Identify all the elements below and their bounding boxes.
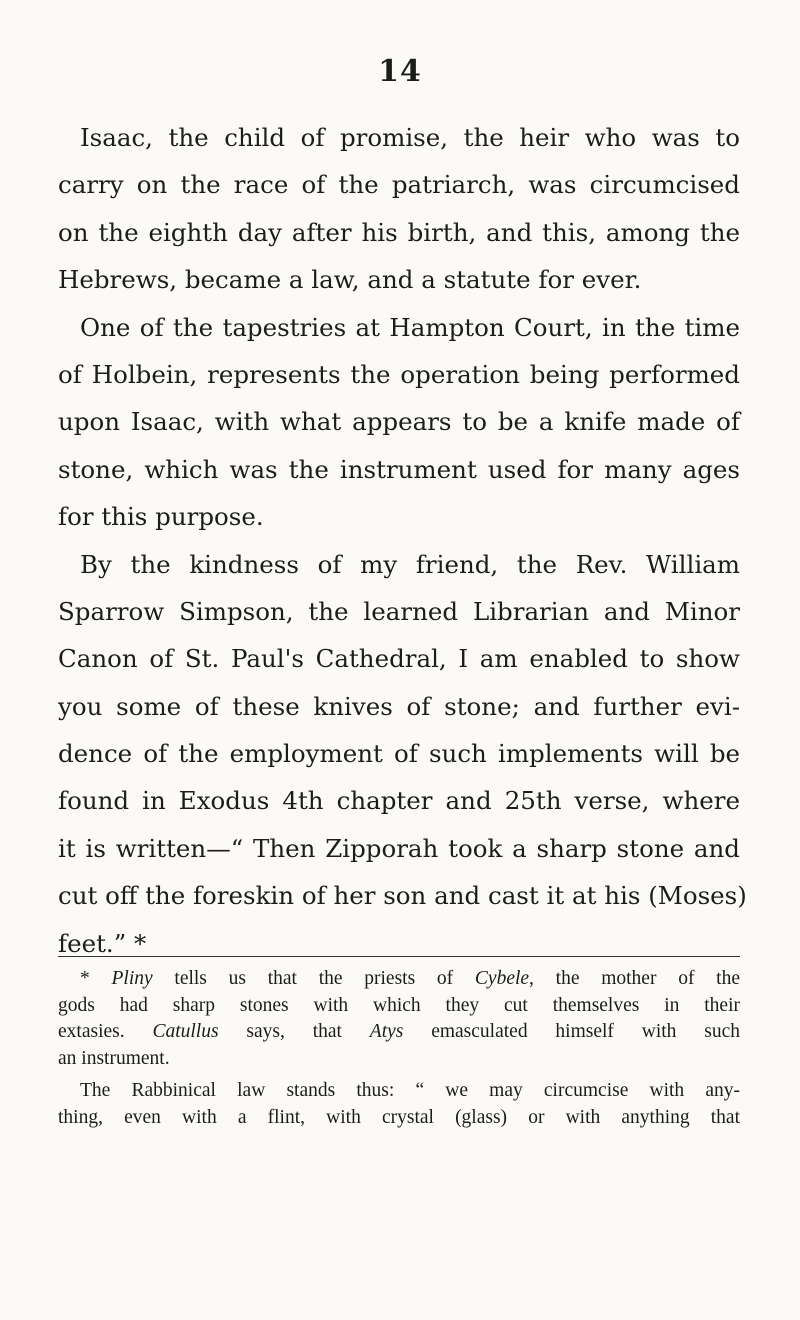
text-line: of Holbein, represents the operation being performed (58, 359, 740, 389)
footnote-line (58, 966, 740, 993)
text-line: you some of these knives of stone; and further evi- (58, 691, 740, 721)
text-line: Hebrews, became a law, and a statute for ever. (58, 265, 642, 295)
footnote-text: extasies. (58, 1021, 153, 1042)
text-line: dence of the employment of such implements will be (58, 739, 740, 769)
text-line: By the kindness of my friend, the Rev. William (80, 549, 740, 579)
footnote-text: emasculated himself with such (403, 1021, 740, 1042)
footnote-line: thing, even with a flint, with crystal (glass) or with anything that (58, 1106, 740, 1128)
footnote-text: , the mother of the (529, 968, 741, 989)
footnote-text: says, that (218, 1021, 370, 1042)
text-line: on the eighth day after his birth, and this, among the (58, 217, 740, 247)
text-line: One of the tapestries at Hampton Court, in the time (80, 312, 740, 342)
footnote-divider (58, 956, 740, 957)
footnote-text: tells us that the priests of (152, 968, 475, 989)
text-line: Canon of St. Paul's Cathedral, I am enabled to show (58, 644, 740, 674)
text-line: Sparrow Simpson, the learned Librarian and Minor (58, 596, 740, 626)
text-line: it is written—“ Then Zipporah took a sharp stone and (58, 833, 740, 863)
footnote-line: gods had sharp stones with which they cut themselves in their (58, 994, 740, 1016)
footnote-line (58, 1019, 740, 1046)
text-line: upon Isaac, with what appears to be a knife made of (58, 407, 740, 437)
text-line: Isaac, the child of promise, the heir who was to (80, 123, 740, 152)
footnote-line: The Rabbinical law stands thus: “ we may circumcise with any- (80, 1080, 740, 1101)
text-line: for this purpose. (58, 502, 264, 532)
body-text (58, 114, 747, 967)
footnote-name: Catullus (152, 1021, 219, 1042)
text-line: carry on the race of the patriarch, was circumcised (58, 170, 740, 200)
footnote-name: Cybele (474, 968, 530, 989)
footnote-line: an instrument. (58, 1047, 170, 1069)
footnotes (58, 966, 740, 1131)
footnote-marker: * (80, 968, 112, 989)
page-number: 14 (378, 54, 422, 89)
text-line: found in Exodus 4th chapter and 25th verse, where (58, 786, 740, 816)
text-line: stone, which was the instrument used for many ages (58, 454, 740, 484)
text-line: feet.” * (58, 928, 147, 958)
footnote-name: Atys (369, 1021, 404, 1042)
footnote-name: Pliny (111, 968, 153, 989)
text-line: cut off the foreskin of her son and cast it at his (Moses) (58, 881, 747, 911)
